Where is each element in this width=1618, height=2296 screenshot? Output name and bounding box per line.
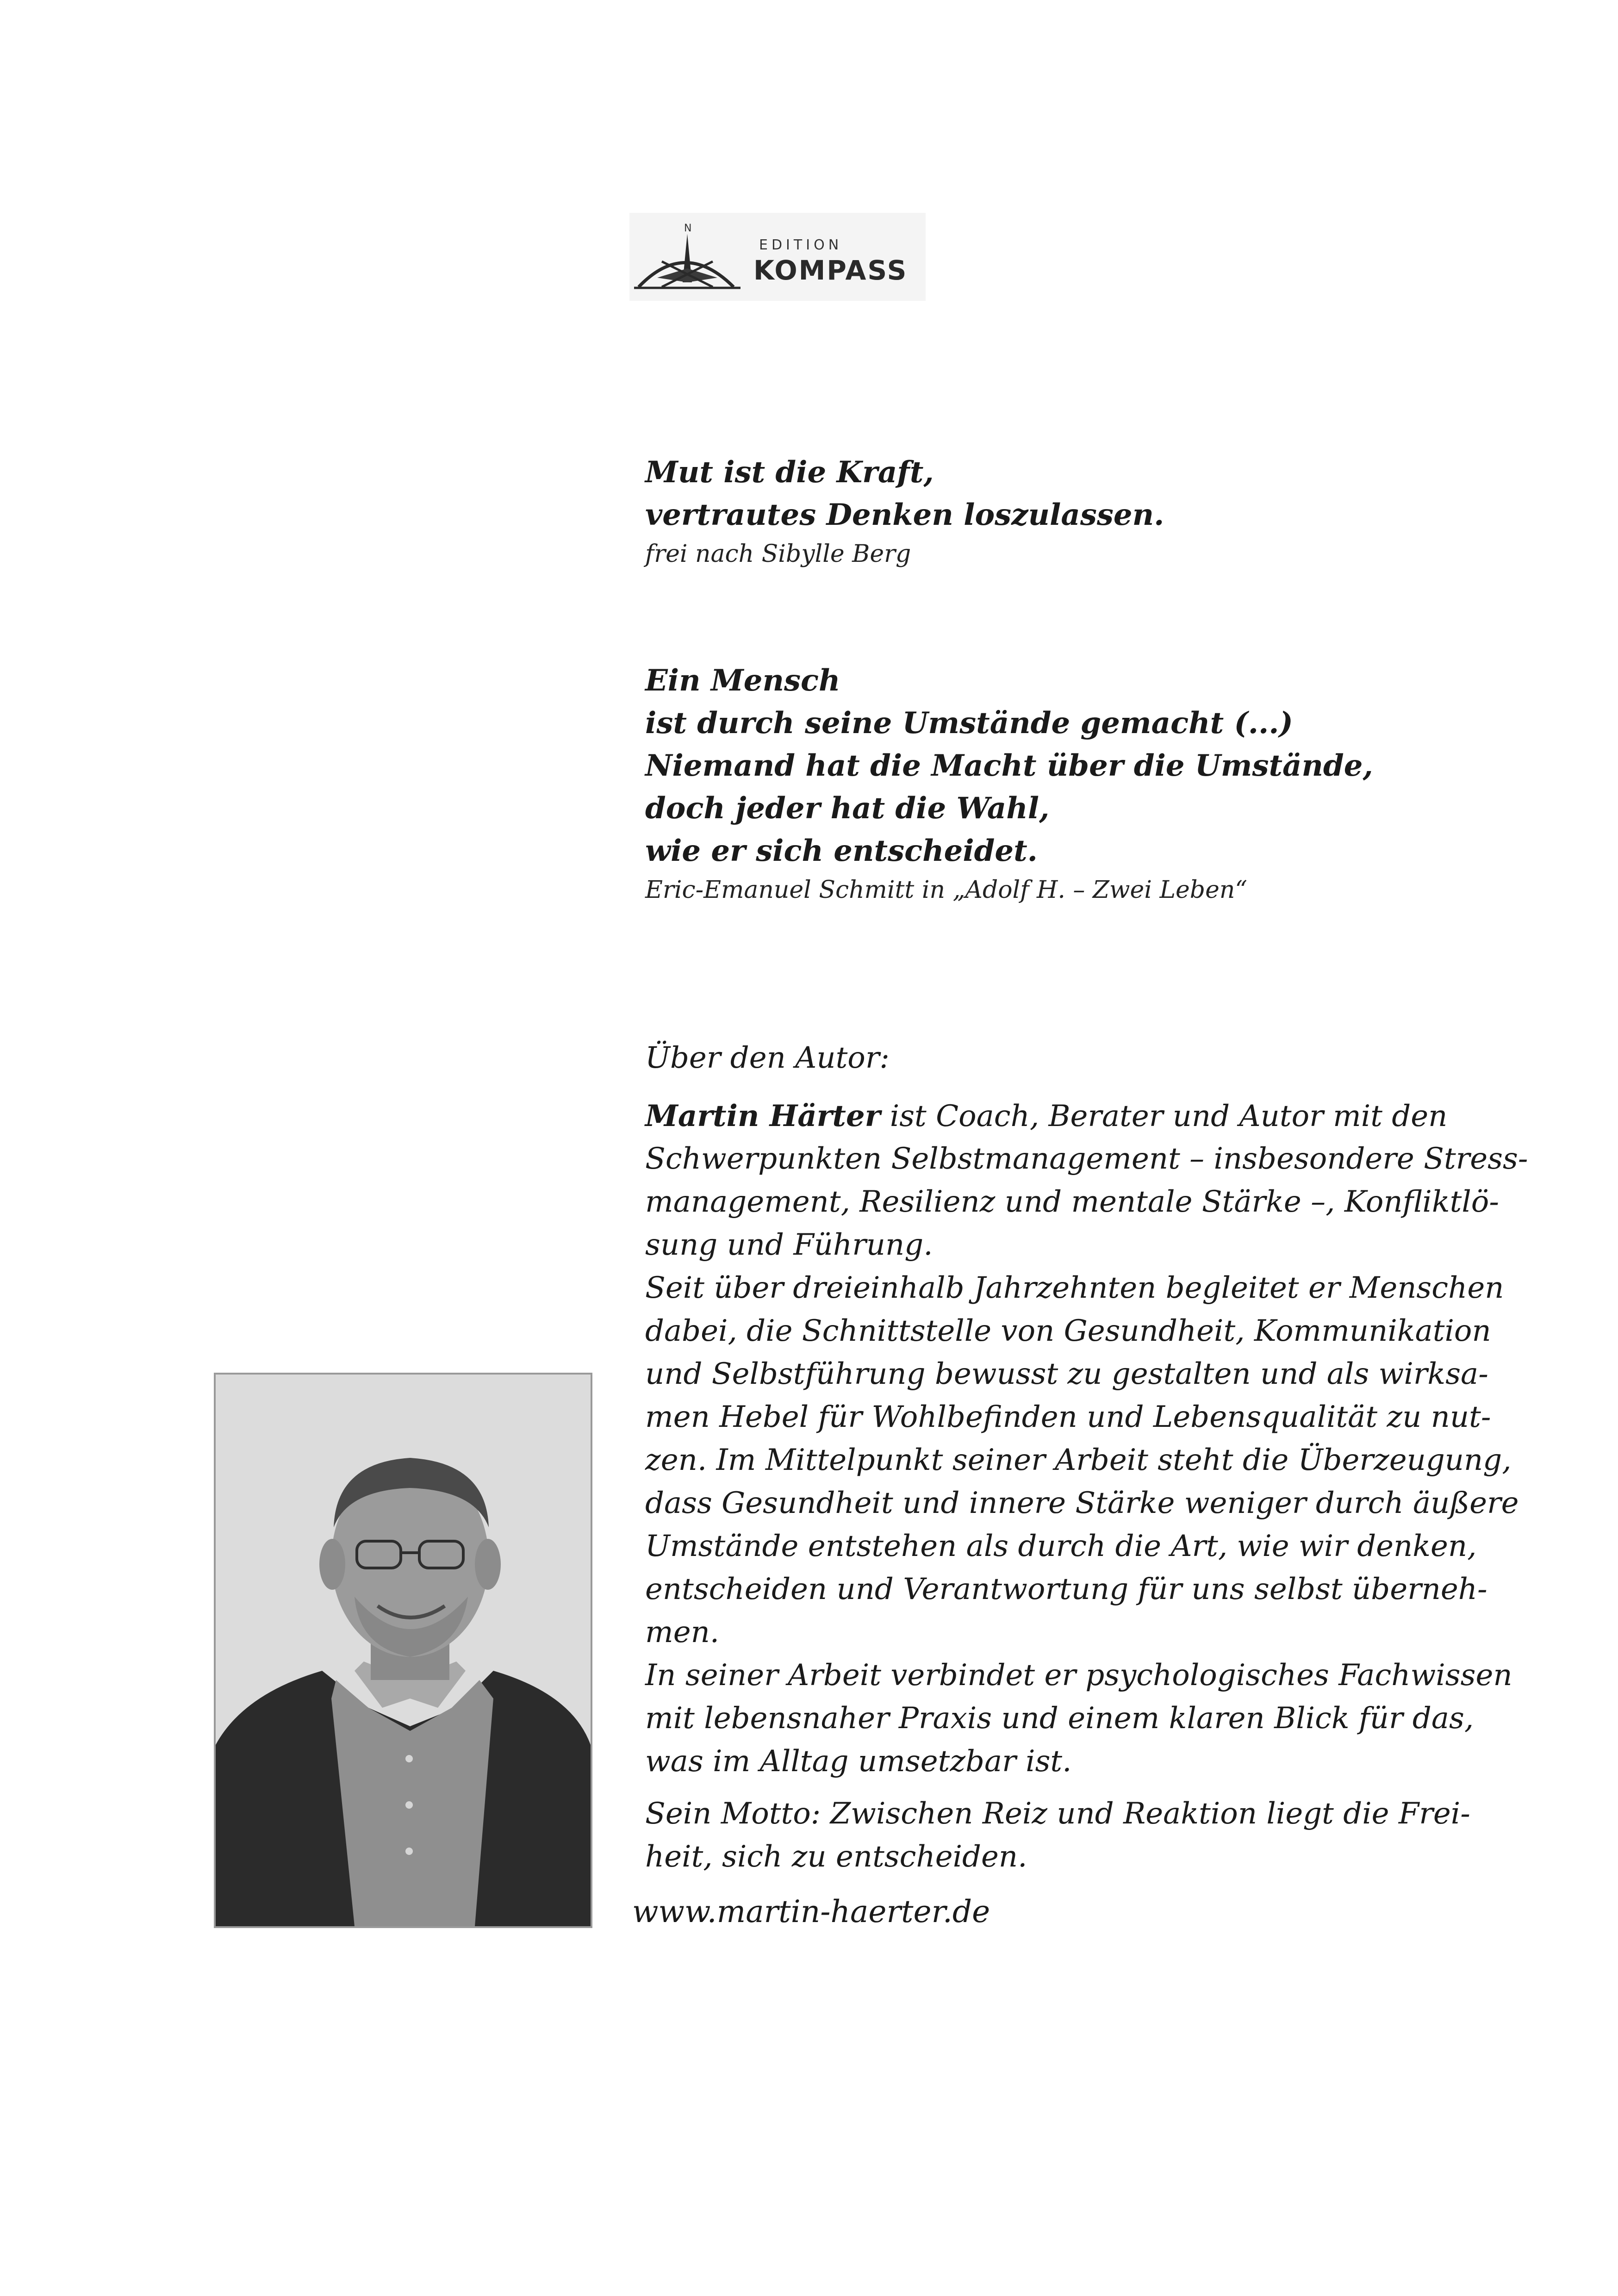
quote-line: vertrautes Denken loszulassen. [645,498,1164,532]
bio-line-text: ist Coach, Berater und Autor mit den [880,1099,1448,1133]
bio-line: und Selbstführung bewusst zu gestalten und als wirksa- [645,1357,1488,1391]
author-photo [214,1373,592,1928]
quote-line: ist durch seine Umstände gemacht (...) [645,706,1293,740]
bio-line: dass Gesundheit und innere Stärke weniger durch äußere [645,1486,1519,1520]
bio-line: dabei, die Schnittstelle von Gesundheit, Kommunikation [645,1314,1491,1348]
bio-line: mit lebensnaher Praxis und einem klaren Blick für das, [645,1701,1474,1736]
quote-line: Mut ist die Kraft, [645,455,934,490]
bio-line: sung und Führung. [645,1228,933,1262]
bio-line: entscheiden und Verantwortung für uns selbst überneh- [645,1572,1487,1606]
author-portrait-image [216,1375,591,1926]
bio-line: management, Resilienz und mentale Stärke –, Konfliktlö- [645,1185,1499,1219]
bio-line: zen. Im Mittelpunkt seiner Arbeit steht die Überzeugung, [645,1443,1512,1477]
quote-line: Niemand hat die Macht über die Umstände, [645,748,1373,783]
quote-line: wie er sich entscheidet. [645,834,1038,868]
bio-line: Seit über dreieinhalb Jahrzehnten begleitet er Menschen [645,1271,1504,1305]
bio-line: men. [645,1615,720,1649]
logo-kompass-text: KOMPASS [753,255,908,286]
publisher-logo [629,213,926,301]
quote-1 [645,451,1164,572]
bio-line: men Hebel für Wohlbefinden und Lebensqualität zu nut- [645,1400,1491,1434]
about-author-heading: Über den Autor: [645,1041,890,1075]
quote-line: doch jeder hat die Wahl, [645,791,1050,826]
bio-line: Sein Motto: Zwischen Reiz und Reaktion liegt die Frei- [645,1797,1470,1831]
bio-line: heit, sich zu entscheiden. [645,1840,1027,1874]
bio-line: Umstände entstehen als durch die Art, wie wir denken, [645,1529,1477,1563]
bio-line: was im Alltag umsetzbar ist. [645,1744,1072,1779]
author-website: www.martin-haerter.de [632,1894,990,1929]
quote-line: Ein Mensch [645,663,840,698]
quote-source: Eric-Emanuel Schmitt in „Adolf H. – Zwei Leben“ [645,876,1247,904]
author-bio [645,1095,1528,1879]
author-name: Martin Härter [645,1099,881,1133]
bio-line [645,1095,1446,1138]
logo-edition-text: EDITION [759,237,843,253]
north-letter: N [684,223,692,234]
quote-source: frei nach Sibylle Berg [645,540,911,568]
bio-line: Schwerpunkten Selbstmanagement – insbesondere Stress- [645,1142,1528,1176]
bio-line: In seiner Arbeit verbindet er psychologisches Fachwissen [645,1658,1512,1692]
quote-2 [645,660,1373,908]
